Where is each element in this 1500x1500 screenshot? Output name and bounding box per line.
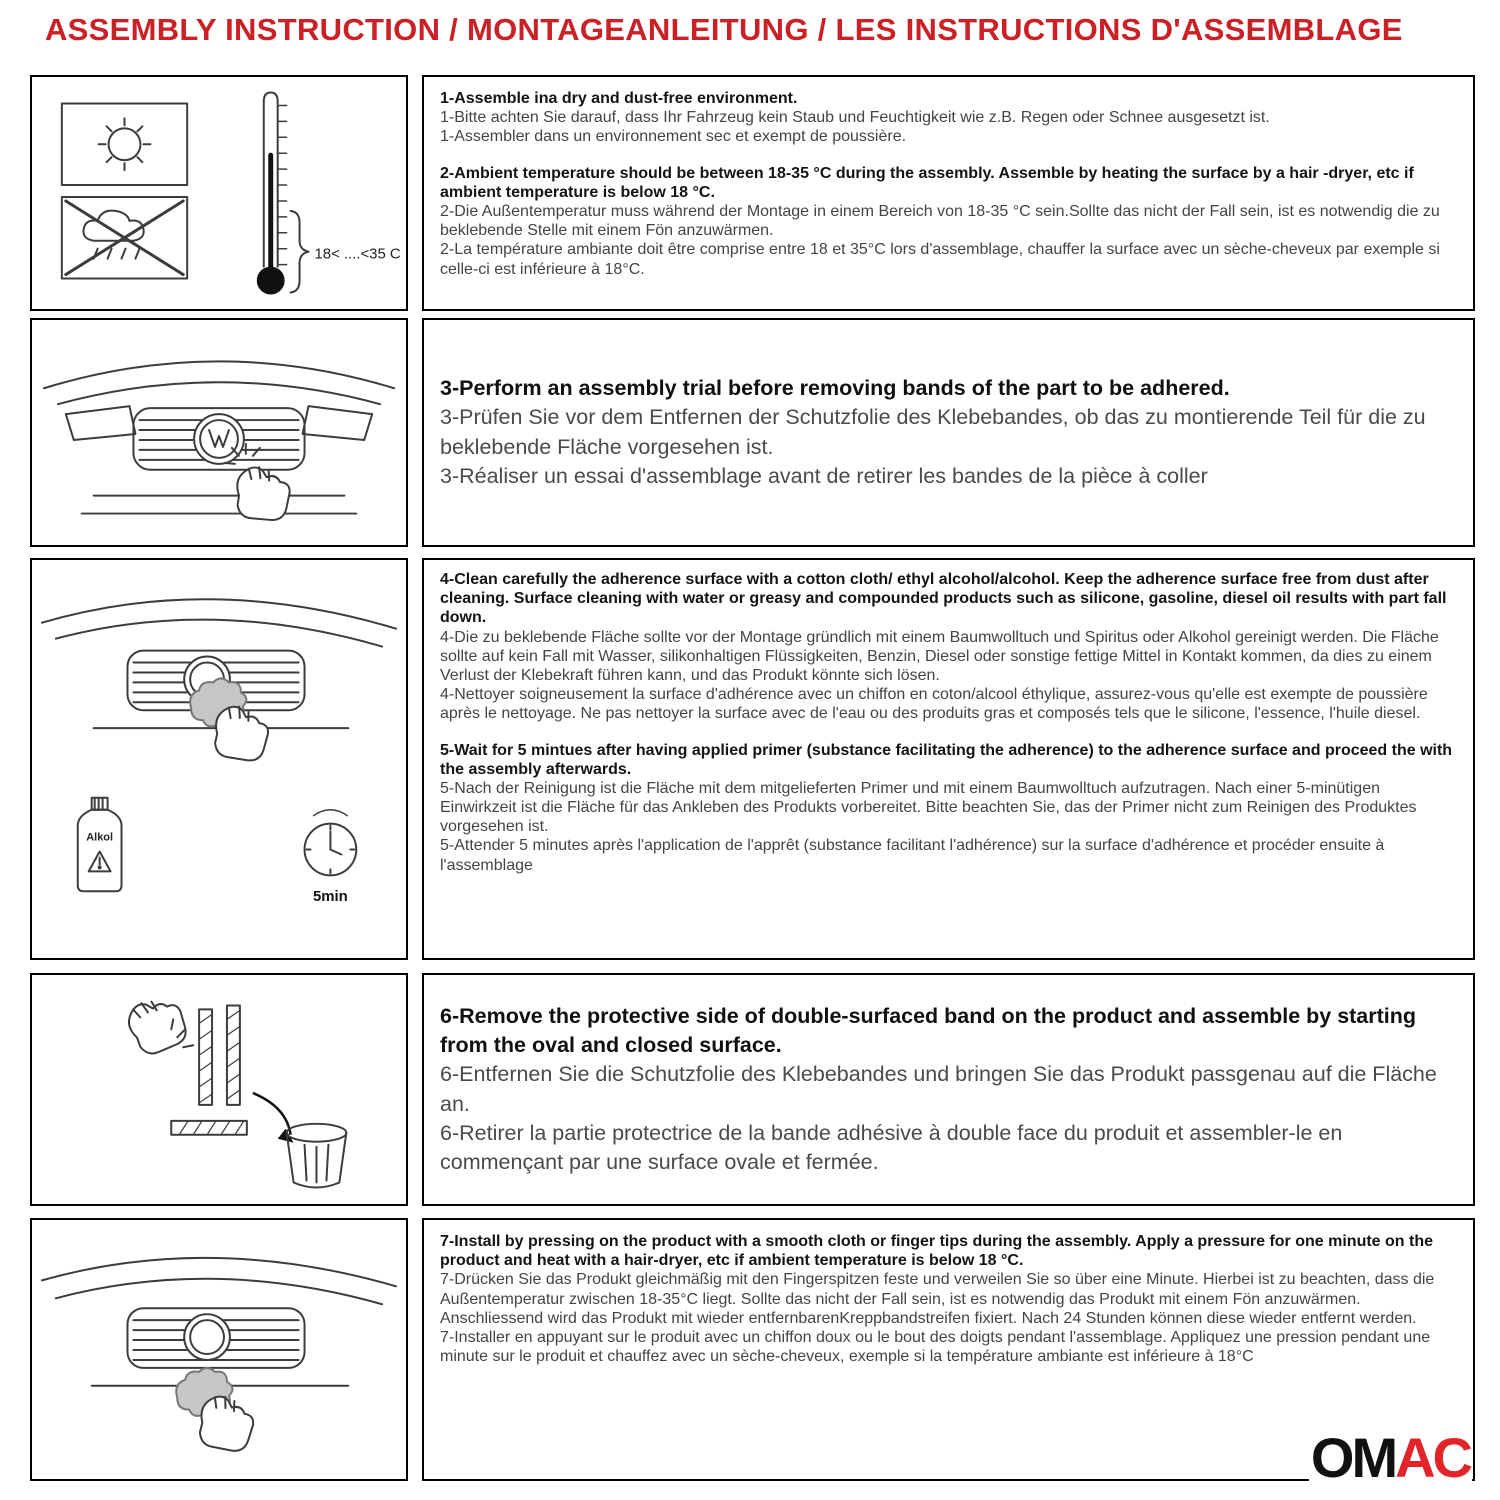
press-install-illustration: [32, 1220, 406, 1479]
section-3: [30, 558, 1475, 960]
tape-removal-illustration: [32, 975, 406, 1204]
instruction-en: 5-Wait for 5 mintues after having applied primer (substance facilitating the adherence) to the adherence surface and proceed the with the assembly afterwards.: [440, 741, 1453, 778]
instruction-fr: 1-Assembler dans un environnement sec et exempt de poussière.: [440, 128, 907, 146]
instruction-de: 4-Die zu beklebende Fläche sollte vor der Montage gründlich mit einem Baumwolltuch und Spiritus oder Alkohol gereinigt werden. Die Fläche sollte auf kein Fall mit Wasser, silikonhaltigen Flüssigkeiten, Benzin, Diesel oder sonstige fettige Mittel in Kontakt kommen, da dies zu einem Verlust der Klebekraft führen kann, und das Produkt könnte sich lösen.: [440, 628, 1439, 684]
hand-icon: [123, 992, 190, 1059]
instruction-de: 1-Bitte achten Sie darauf, dass Ihr Fahrzeug kein Staub und Feuchtigkeit wie z.B. Regen oder Schnee ausgesetzt ist.: [440, 109, 1270, 127]
cleaning-illustration: [32, 560, 406, 958]
section-2-illustration-box: [30, 318, 408, 547]
car-grille-trial-illustration: [32, 320, 406, 545]
instruction-de: 5-Nach der Reinigung ist die Fläche mit dem mitgelieferten Primer und mit einem Baumwolltuch aufzutragen. Nach einer 5-minütigen Einwirkzeit ist die Fläche für das Ankleben des Produkts vorbereitet. Bitte beachten Sie, das der Primer nicht zum Reinigen des Produktes vorgesehen ist.: [440, 779, 1417, 836]
instruction-en: 2-Ambient temperature should be between 18-35 °C during the assembly. Assemble by heating the surface by a hair -dryer, etc if ambient temperature is below 18 °C.: [440, 164, 1414, 201]
section-4-text-box: [422, 973, 1475, 1206]
trash-can-icon: [287, 1124, 347, 1188]
section-4: [30, 973, 1475, 1206]
page-title: ASSEMBLY INSTRUCTION / MONTAGEANLEITUNG / LES INSTRUCTIONS D'ASSEMBLAGE: [45, 12, 1403, 47]
section-5-illustration-box: [30, 1218, 408, 1481]
instruction-fr: 6-Retirer la partie protectrice de la bande adhésive à double face du produit et assembler-le en commençant par une surface ovale et fermée.: [440, 1120, 1343, 1174]
omac-logo: [1309, 1426, 1472, 1489]
instruction-en: 7-Install by pressing on the product with a smooth cloth or finger tips during the assembly. Apply a pressure for one minute on the product and heat with a hair-dryer, etc if ambient temperature is below 18 °C.: [440, 1233, 1433, 1270]
temperature-range-label: 18< ....<35 C: [314, 245, 401, 263]
car-front-sketch: [44, 361, 394, 513]
instruction-fr: 5-Attender 5 minutes après l'application de l'apprêt (substance facilitant l'adhérence) sur la surface d'adhérence et procéder ensuite à l'assemblage: [440, 837, 1385, 874]
bottle-label: Alkol: [86, 831, 114, 844]
instruction-en: 1-Assemble ina dry and dust-free environment.: [440, 90, 798, 107]
instruction-fr: 4-Nettoyer soigneusement la surface d'adhérence avec un chiffon en coton/alcool éthylique, assurez-vous qu'elle est exempte de poussière après le nettoyage. Ne pas nettoyer la surface avec de l'eau ou des produits gras et composés tels que le silicone, l'essence, l'huile diesel.: [440, 686, 1428, 723]
section-1-illustration-box: [30, 75, 408, 311]
instruction-de: 3-Prüfen Sie vor dem Entfernen der Schutzfolie des Klebebandes, ob das zu montierende Teil für die zu beklebende Fläche vorgesehen ist.: [440, 405, 1426, 459]
instruction-de: 2-Die Außentemperatur muss während der Montage in einem Bereich von 18-35 °C sein.Sollte das nicht der Fall sein, ist es notwendig die zu beklebende Stelle mit einem Fön anzuwärmen.: [440, 202, 1440, 240]
sun-icon: [62, 103, 187, 185]
section-5: [30, 1218, 1475, 1481]
section-1: [30, 75, 1475, 311]
section-2-text-box: [422, 318, 1475, 547]
clock-label: 5min: [313, 888, 348, 906]
omac-logo-red: AC: [1395, 1426, 1470, 1489]
instruction-en: 3-Perform an assembly trial before removing bands of the part to be adhered.: [440, 376, 1230, 401]
instruction-en: 6-Remove the protective side of double-surfaced band on the product and assemble by starting from the oval and closed surface.: [440, 1004, 1417, 1058]
section-4-illustration-box: [30, 973, 408, 1206]
instruction-fr: 7-Installer en appuyant sur le produit avec un chiffon doux ou le bout des doigts pendant l'assemblage. Appliquez une pression pendant une minute sur le produit et chauffez avec un sèche-cheveux, exemple si la température ambiante est inférieure à 18°C: [440, 1328, 1431, 1366]
section-1-text-box: [422, 75, 1475, 311]
no-rain-icon: [62, 197, 187, 279]
instruction-de: 7-Drücken Sie das Produkt gleichmäßig mit den Fingerspitzen feste und verweilen Sie so über eine Minute. Hierbei ist zu beachten, dass die Außentemperatur zwischen 18-35°C liegt. Sollte das nicht der Fall sein, ist es notwendig das Produkt mit einem Fön anzuwärmen. Anschliessend wird das Produkt mit wieder entfernbarenKreppbandstreifen fixiert. Nach 24 Stunden können diese wieder entfernt werden.: [440, 1271, 1435, 1327]
section-2: [30, 318, 1475, 547]
instruction-fr: 2-La température ambiante doit être comprise entre 18 et 35°C lors d'assemblage, chauffer la surface avec un sèche-cheveux par exemple si celle-ci est inférieure à 18°C.: [440, 241, 1440, 278]
hand-icon: [233, 464, 293, 523]
instruction-de: 6-Entfernen Sie die Schutzfolie des Klebebandes und bringen Sie das Produkt passgenau auf die Fläche an.: [440, 1062, 1437, 1116]
car-front-sketch: [42, 1258, 396, 1386]
omac-logo-black: OM: [1310, 1426, 1396, 1489]
instruction-fr: 3-Réaliser un essai d'assemblage avant de retirer les bandes de la pièce à coller: [440, 463, 1208, 488]
section-3-illustration-box: [30, 558, 408, 960]
clock-icon: [305, 810, 357, 876]
alcohol-bottle-icon: [78, 798, 122, 892]
instruction-en: 4-Clean carefully the adherence surface with a cotton cloth/ ethyl alcohol/alcohol. Keep the adherence surface free from dust after cleaning. Surface cleaning with water or greasy and compounded products such as silicone, gasoline, diesel oil results with part fall down.: [440, 571, 1447, 627]
thermometer-icon: [258, 93, 287, 294]
section-3-text-box: [422, 558, 1475, 960]
environment-illustration: [32, 77, 406, 309]
range-bracket: [291, 211, 309, 293]
